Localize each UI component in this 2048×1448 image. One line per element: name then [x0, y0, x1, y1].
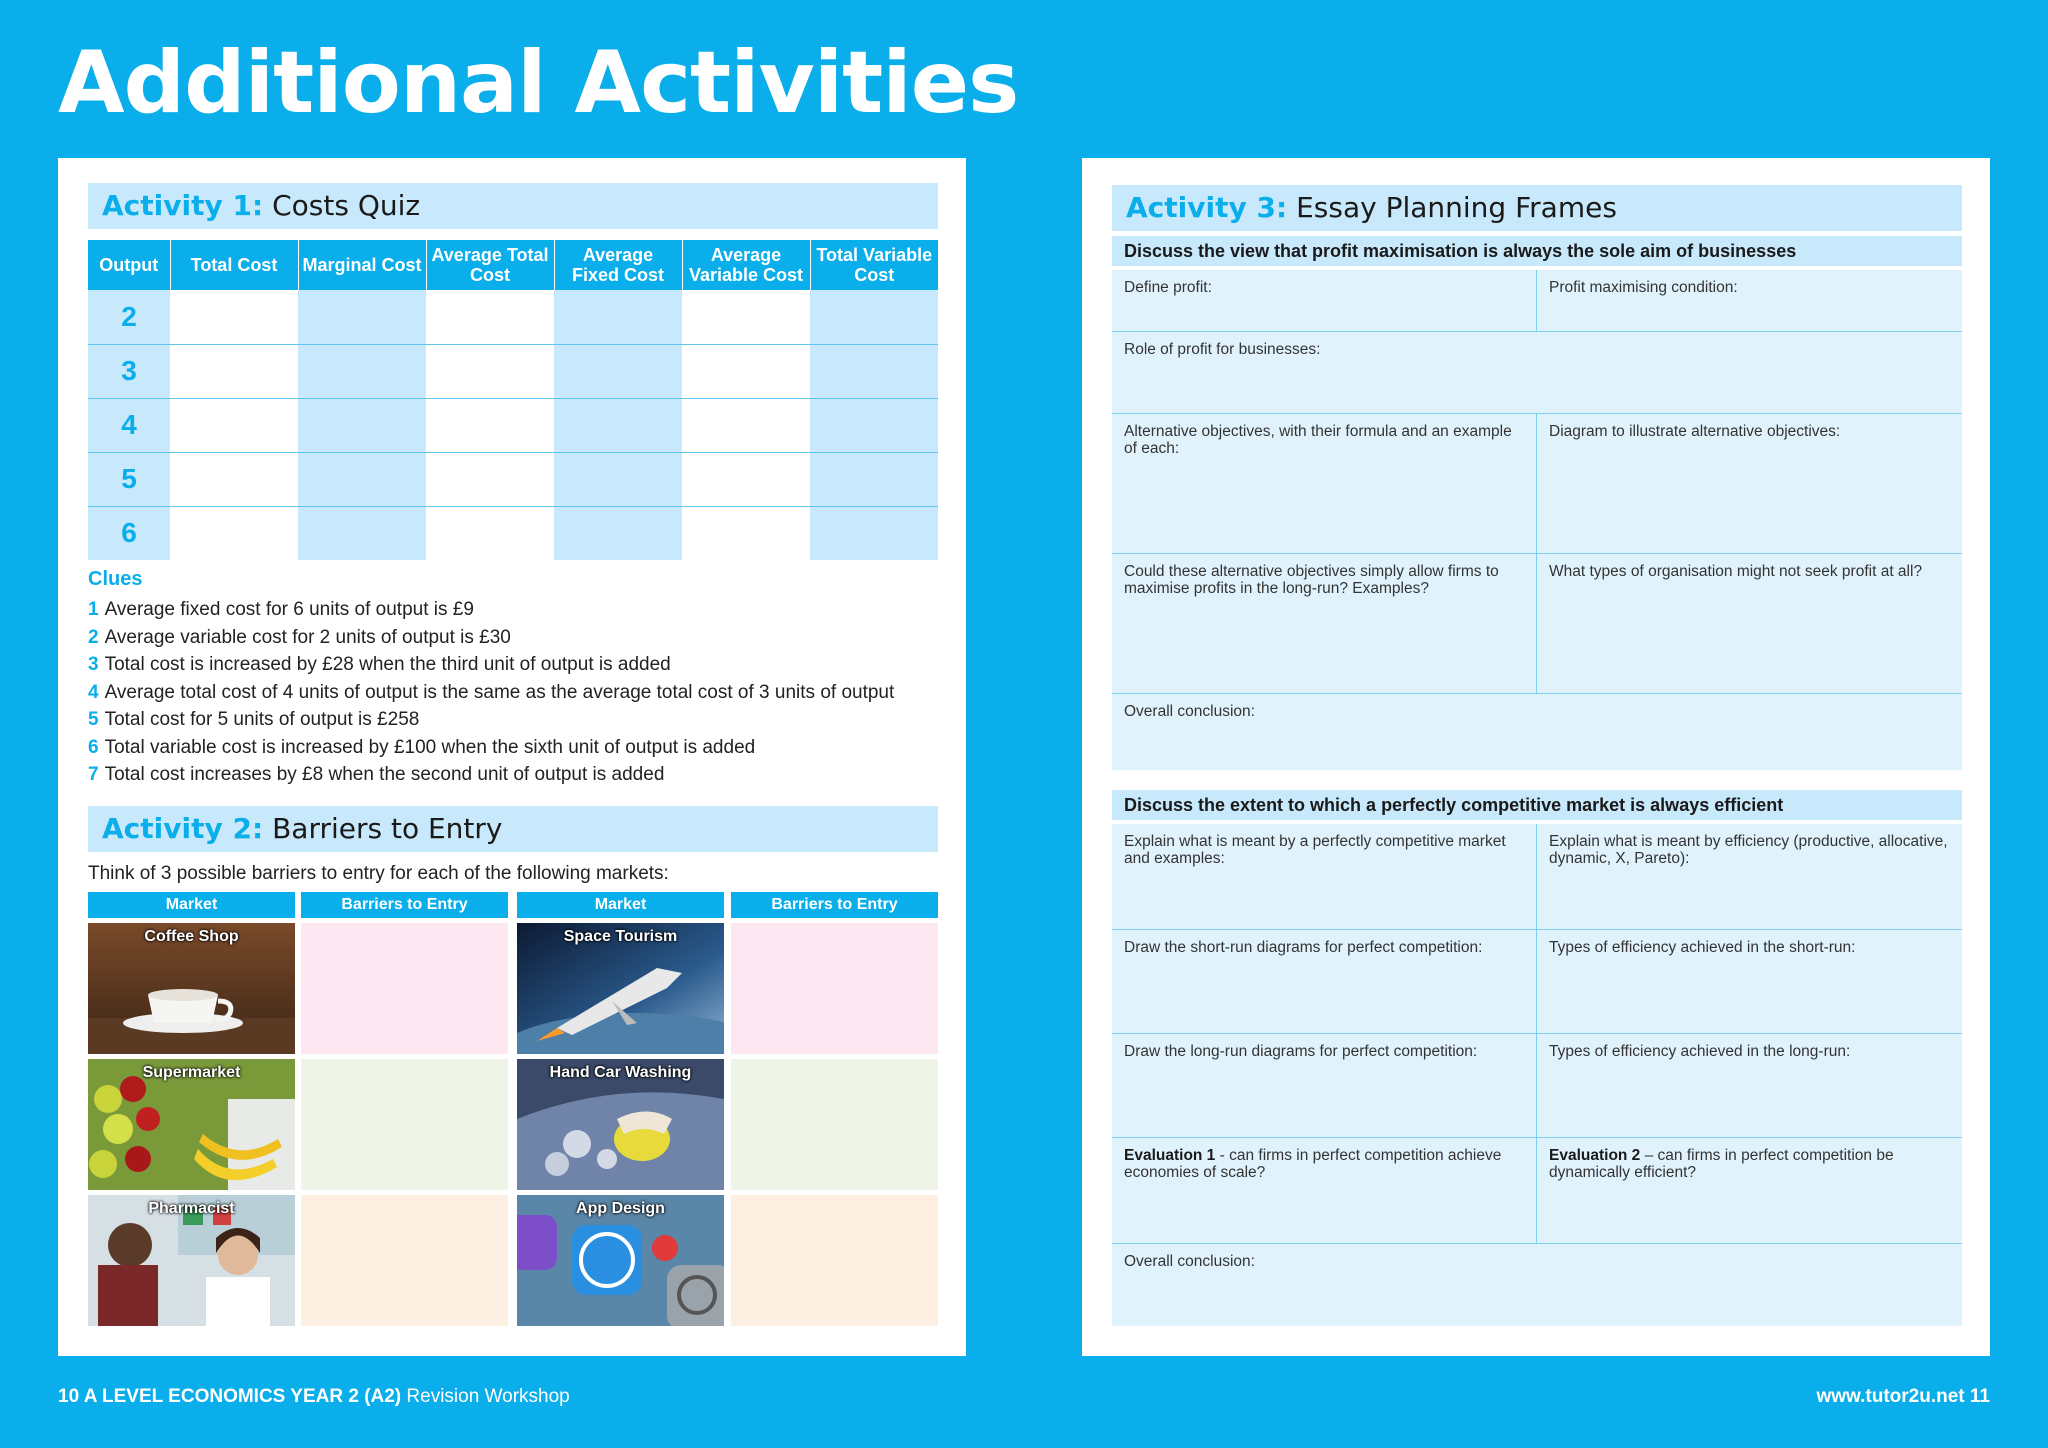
answer-cell[interactable] — [170, 398, 298, 452]
col-header-market: Market — [88, 892, 295, 918]
clue-text: Average variable cost for 2 units of output is £30 — [104, 626, 511, 648]
frame-cell[interactable]: Types of efficiency achieved in the long-run: — [1537, 1034, 1962, 1138]
answer-cell[interactable] — [682, 452, 810, 506]
answer-cell[interactable] — [170, 452, 298, 506]
col-header: Average Fixed Cost — [554, 240, 682, 290]
answer-cell[interactable] — [682, 290, 810, 344]
evaluation-1-text: - can firms in perfect competition achieve economies of scale? — [1124, 1147, 1502, 1181]
answer-cell[interactable] — [810, 452, 938, 506]
clue-number: 3 — [88, 654, 99, 675]
answer-cell[interactable] — [554, 344, 682, 398]
col-header: Marginal Cost — [298, 240, 426, 290]
answer-cell[interactable] — [298, 398, 426, 452]
car-washing-image — [517, 1059, 724, 1190]
frame-cell[interactable]: Explain what is meant by a perfectly competitive market and examples: — [1112, 824, 1537, 930]
output-value: 3 — [88, 344, 170, 398]
pharmacist-image — [88, 1195, 295, 1326]
activity-2-heading — [88, 806, 938, 852]
barriers-answer-box[interactable] — [301, 1195, 508, 1326]
barriers-grid — [88, 892, 938, 1326]
market-label: Supermarket — [142, 1064, 241, 1081]
frame-cell[interactable]: Draw the long-run diagrams for perfect competition: — [1112, 1034, 1537, 1138]
activity-3-heading — [1112, 185, 1962, 231]
clue-text: Average fixed cost for 6 units of output is £9 — [104, 599, 474, 620]
clue-text: Total cost increases by £8 when the second unit of output is added — [104, 764, 665, 785]
evaluation-2-text: – can firms in perfect competition be dynamically efficient? — [1549, 1147, 1894, 1181]
left-page — [58, 158, 966, 1356]
barriers-answer-box[interactable] — [731, 1195, 938, 1326]
essay-frame-1 — [1112, 270, 1962, 770]
frame-cell[interactable]: Overall conclusion: — [1124, 1253, 1255, 1270]
answer-cell[interactable] — [298, 344, 426, 398]
frame-cell[interactable] — [1112, 1138, 1537, 1244]
output-value: 6 — [88, 506, 170, 560]
answer-cell[interactable] — [426, 290, 554, 344]
answer-cell[interactable] — [298, 452, 426, 506]
list-item — [88, 651, 894, 679]
list-item — [88, 596, 894, 624]
clue-text: Total cost is increased by £28 when the third unit of output is added — [104, 654, 671, 675]
activity-1-number: Activity 1: — [102, 189, 264, 222]
frame-cell[interactable]: Role of profit for businesses: — [1112, 332, 1962, 414]
answer-cell[interactable] — [426, 506, 554, 560]
clue-number: 6 — [88, 736, 99, 758]
answer-cell[interactable] — [298, 290, 426, 344]
activity-3-name: Essay Planning Frames — [1296, 191, 1617, 224]
table-row — [88, 452, 938, 506]
footer-left — [58, 1386, 570, 1408]
coffee-shop-image — [88, 923, 295, 1054]
frame-cell[interactable]: Draw the short-run diagrams for perfect competition: — [1112, 930, 1537, 1034]
clue-text: Average total cost of 4 units of output is the same as the average total cost of 3 units of output — [104, 681, 895, 703]
answer-cell[interactable] — [298, 506, 426, 560]
list-item — [88, 706, 894, 734]
activity-2-name: Barriers to Entry — [272, 812, 503, 845]
footer-course: 10 A LEVEL ECONOMICS YEAR 2 (A2) — [58, 1386, 402, 1407]
answer-cell[interactable] — [682, 344, 810, 398]
col-header: Total Cost — [170, 240, 298, 290]
frame-cell[interactable]: Alternative objectives, with their formula and an example of each: — [1112, 414, 1537, 554]
list-item — [88, 734, 894, 762]
clue-text: Total cost for 5 units of output is £258 — [104, 709, 420, 730]
output-value: 2 — [88, 290, 170, 344]
frame-cell[interactable] — [1537, 1138, 1962, 1244]
answer-cell[interactable] — [554, 290, 682, 344]
answer-cell[interactable] — [682, 506, 810, 560]
output-value: 5 — [88, 452, 170, 506]
market-label: Space Tourism — [563, 928, 678, 945]
activity-1-name: Costs Quiz — [272, 189, 421, 222]
supermarket-image — [88, 1059, 295, 1190]
clue-number: 2 — [88, 626, 99, 648]
market-label: Pharmacist — [148, 1200, 235, 1217]
app-design-image — [517, 1195, 724, 1326]
costs-quiz-table — [88, 240, 938, 560]
evaluation-2-label: Evaluation 2 — [1549, 1147, 1641, 1164]
clue-number: 1 — [88, 599, 99, 620]
barriers-answer-box[interactable] — [301, 1059, 508, 1190]
col-header: Output — [88, 240, 170, 290]
essay-frame-2 — [1112, 824, 1962, 1326]
activity-3-number: Activity 3: — [1126, 191, 1288, 224]
output-value: 4 — [88, 398, 170, 452]
table-row — [88, 290, 938, 344]
answer-cell[interactable] — [426, 344, 554, 398]
col-header: Total Variable Cost — [810, 240, 938, 290]
frame-cell[interactable]: Overall conclusion: — [1124, 703, 1255, 720]
answer-cell[interactable] — [554, 452, 682, 506]
table-header-row — [88, 240, 938, 290]
col-header-barriers: Barriers to Entry — [731, 892, 938, 918]
market-label: App Design — [576, 1200, 665, 1217]
answer-cell[interactable] — [554, 398, 682, 452]
answer-cell[interactable] — [810, 398, 938, 452]
essay-question-1: Discuss the view that profit maximisation is always the sole aim of businesses — [1112, 236, 1962, 266]
answer-cell[interactable] — [810, 290, 938, 344]
answer-cell[interactable] — [426, 452, 554, 506]
footer-subtitle: Revision Workshop — [401, 1386, 570, 1407]
table-row — [88, 506, 938, 560]
col-header: Average Total Cost — [426, 240, 554, 290]
barriers-answer-box[interactable] — [731, 923, 938, 1054]
answer-cell[interactable] — [170, 506, 298, 560]
frame-cell[interactable]: Define profit: — [1112, 270, 1537, 332]
activity-1-heading — [88, 183, 938, 229]
answer-cell[interactable] — [554, 506, 682, 560]
list-item — [88, 624, 894, 652]
barriers-answer-box[interactable] — [731, 1059, 938, 1190]
page-title: Additional Activities — [58, 33, 1019, 133]
frame-cell[interactable]: Types of efficiency achieved in the short-run: — [1537, 930, 1962, 1034]
answer-cell[interactable] — [810, 344, 938, 398]
answer-cell[interactable] — [170, 344, 298, 398]
answer-cell[interactable] — [426, 398, 554, 452]
space-tourism-image — [517, 923, 724, 1054]
barriers-answer-box[interactable] — [301, 923, 508, 1054]
col-header-market: Market — [517, 892, 724, 918]
activity-2-intro: Think of 3 possible barriers to entry for each of the following markets: — [88, 863, 669, 884]
answer-cell[interactable] — [170, 290, 298, 344]
evaluation-1-label: Evaluation 1 — [1124, 1147, 1216, 1164]
clue-number: 5 — [88, 709, 99, 730]
market-label: Coffee Shop — [144, 928, 239, 945]
clue-number: 7 — [88, 764, 99, 785]
frame-cell[interactable]: Diagram to illustrate alternative objectives: — [1537, 414, 1962, 554]
list-item — [88, 761, 894, 789]
essay-question-2: Discuss the extent to which a perfectly competitive market is always efficient — [1112, 790, 1962, 820]
clue-text: Total variable cost is increased by £100 when the sixth unit of output is added — [104, 736, 756, 758]
activity-2-number: Activity 2: — [102, 812, 264, 845]
frame-cell[interactable]: What types of organisation might not seek profit at all? — [1537, 554, 1962, 694]
table-row — [88, 344, 938, 398]
footer-right[interactable]: www.tutor2u.net 11 — [1816, 1386, 1990, 1407]
clue-number: 4 — [88, 681, 99, 703]
table-row — [88, 398, 938, 452]
frame-cell[interactable]: Explain what is meant by efficiency (productive, allocative, dynamic, X, Pareto): — [1537, 824, 1962, 930]
clues-heading: Clues — [88, 568, 143, 590]
col-header: Average Variable Cost — [682, 240, 810, 290]
market-label: Hand Car Washing — [549, 1064, 692, 1081]
answer-cell[interactable] — [810, 506, 938, 560]
frame-cell[interactable]: Profit maximising condition: — [1537, 270, 1962, 332]
col-header-barriers: Barriers to Entry — [301, 892, 508, 918]
list-item — [88, 679, 894, 707]
right-page — [1082, 158, 1990, 1356]
answer-cell[interactable] — [682, 398, 810, 452]
frame-cell[interactable]: Could these alternative objectives simply allow firms to maximise profits in the long-run? Examples? — [1112, 554, 1537, 694]
clues-list — [88, 596, 894, 789]
